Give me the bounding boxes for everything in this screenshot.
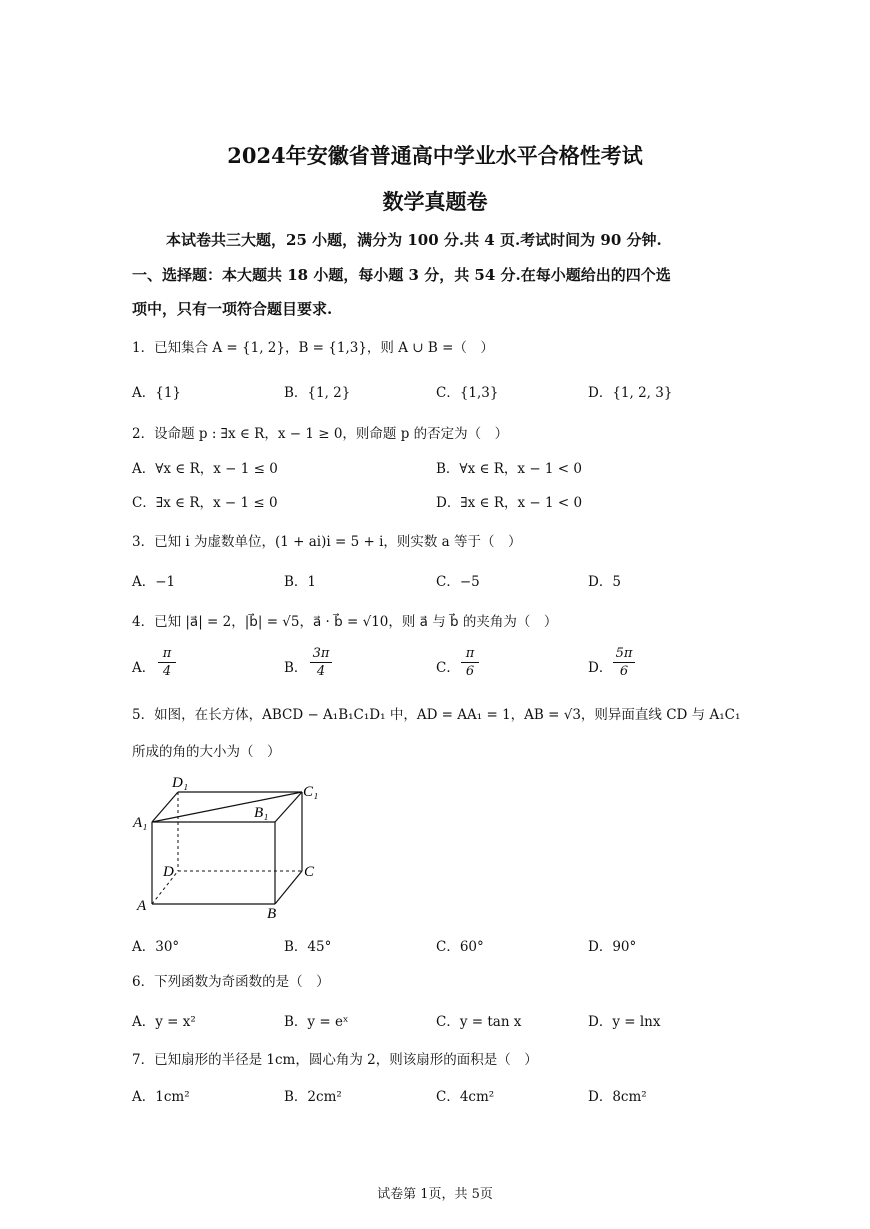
page-footer: 试卷第 1页，共 5页 [377, 1187, 493, 1202]
section1-heading-cont: 项中，只有一项符合题目要求. [132, 300, 333, 318]
page-title: 2024年安徽省普通高中学业水平合格性考试 [227, 143, 643, 168]
label-d1: D₁ [172, 775, 189, 791]
page-subtitle: 数学真题卷 [382, 189, 488, 214]
q4-d-numerator: 5π [615, 646, 633, 661]
q6-option-d: D．y = lnx [588, 1014, 661, 1030]
question-1: 1．已知集合 A = {1, 2}，B = {1,3}，则 A ∪ B =（ ） [132, 340, 494, 356]
question-4: 4．已知 |a⃗| = 2，|b⃗| = √5，a⃗ · b⃗ = √10，则 a⃗ 与 b⃗ 的夹角为（ ） [132, 614, 558, 630]
q1-option-c: C．{1,3} [436, 385, 499, 401]
q5-option-b: B．45° [284, 939, 332, 955]
question-3: 3．已知 i 为虚数单位，(1 + ai)i = 5 + i，则实数 a 等于（ ） [132, 534, 522, 550]
q5-option-d: D．90° [588, 939, 637, 955]
question-5-cont: 所成的角的大小为（ ） [132, 744, 281, 760]
q4-fraction-c [461, 646, 479, 679]
intro-text: 本试卷共三大题，25 小题，满分为 100 分.共 4 页.考试时间为 90 分钟. [166, 231, 662, 249]
q4-c-denominator: 6 [465, 664, 475, 679]
q6-option-b: B．y = eˣ [284, 1014, 349, 1030]
q4-fraction-b [310, 646, 332, 679]
q4-option-a: A． [132, 660, 156, 676]
q4-option-c: C． [436, 660, 460, 676]
label-a: A [137, 898, 147, 914]
q4-a-numerator: π [162, 646, 172, 661]
q2-option-c: C．∃x ∈ R，x − 1 ≤ 0 [132, 495, 278, 511]
q4-option-b: B． [284, 660, 308, 676]
q2-option-b: B．∀x ∈ R，x − 1 < 0 [436, 461, 583, 477]
q2-option-a: A．∀x ∈ R，x − 1 ≤ 0 [132, 461, 278, 477]
section1-heading: 一、选择题：本大题共 18 小题，每小题 3 分，共 54 分.在每小题给出的四个选 [132, 266, 671, 284]
q6-option-c: C．y = tan x [436, 1014, 522, 1030]
q1-option-a: A．{1} [132, 385, 182, 401]
q6-option-a: A．y = x² [132, 1014, 196, 1030]
question-5: 5．如图，在长方体，ABCD − A₁B₁C₁D₁ 中，AD = AA₁ = 1，AB = √3，则异面直线 CD 与 A₁C₁ [132, 707, 741, 723]
q4-option-d: D． [588, 660, 613, 676]
q5-option-a: A．30° [132, 939, 180, 955]
q1-option-b: B．{1, 2} [284, 385, 351, 401]
q3-option-b: B．1 [284, 574, 317, 590]
q7-option-b: B．2cm² [284, 1089, 342, 1105]
question-6: 6．下列函数为奇函数的是（ ） [132, 974, 330, 990]
question-2: 2．设命题 p : ∃x ∈ R，x − 1 ≥ 0，则命题 p 的否定为（ ） [132, 426, 509, 442]
q3-option-c: C．−5 [436, 574, 480, 590]
q2-option-d: D．∃x ∈ R，x − 1 < 0 [436, 495, 583, 511]
label-b1: B₁ [254, 805, 269, 821]
label-a1: A₁ [133, 815, 148, 831]
q4-c-numerator: π [465, 646, 475, 661]
label-c: C [304, 864, 315, 880]
q4-d-denominator: 6 [619, 664, 629, 679]
edge-bc [275, 871, 302, 904]
label-c1: C₁ [303, 784, 319, 800]
question-7: 7．已知扇形的半径是 1cm，圆心角为 2，则该扇形的面积是（ ） [132, 1052, 538, 1068]
q4-b-denominator: 4 [316, 664, 326, 679]
q4-a-denominator: 4 [162, 664, 172, 679]
q5-option-c: C．60° [436, 939, 484, 955]
q7-option-d: D．8cm² [588, 1089, 647, 1105]
label-b: B [267, 906, 277, 920]
label-d: D [163, 864, 174, 880]
q1-option-d: D．{1, 2, 3} [588, 385, 673, 401]
q7-option-a: A．1cm² [132, 1089, 190, 1105]
q4-b-numerator: 3π [312, 646, 330, 661]
q3-option-d: D．5 [588, 574, 621, 590]
q4-fraction-d [613, 646, 635, 679]
q3-option-a: A．−1 [132, 574, 176, 590]
cuboid-figure [130, 770, 330, 920]
q4-fraction-a [158, 646, 176, 679]
q7-option-c: C．4cm² [436, 1089, 495, 1105]
